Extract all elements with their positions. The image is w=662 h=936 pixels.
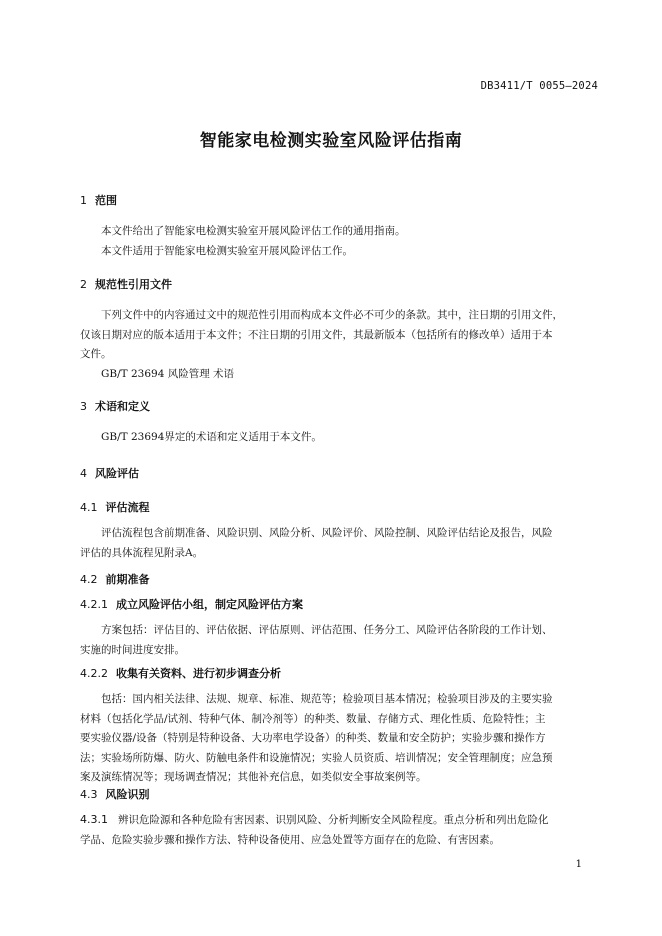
normative-reference: GB/T 23694 风险管理 术语 (101, 367, 235, 380)
section-4-2-1-heading (80, 596, 303, 612)
page-number: 1 (575, 859, 582, 870)
paragraph-line: 材料（包括化学品/试剂、特种气体、制冷剂等）的种类、数量、存储方式、理化性质、危险特性；主 (80, 712, 546, 725)
section-title: 范围 (95, 194, 117, 207)
document-number: DB3411/T 0055—2024 (480, 80, 598, 92)
section-number: 1 (80, 194, 87, 207)
paragraph-line: 案及演练情况等；现场调查情况；其他补充信息，如类似安全事故案例等。 (80, 771, 427, 783)
section-4-2-1-body (80, 621, 600, 660)
section-title: 风险评估 (95, 467, 139, 480)
section-title: 收集有关资料、进行初步调查分析 (116, 667, 281, 680)
section-number: 4.2 (80, 573, 98, 586)
section-title: 规范性引用文件 (95, 278, 172, 291)
section-4-1-heading (80, 499, 150, 515)
paragraph-line: 仅该日期对应的版本适用于本文件；不注日期的引用文件，其最新版本（包括所有的修改单）适用于本 (80, 328, 553, 341)
paragraph-line: 评估的具体流程见附录A。 (80, 546, 204, 559)
section-number: 4.2.1 (80, 598, 108, 611)
document-title: 智能家电检测实验室风险评估指南 (199, 131, 463, 151)
paragraph-line: 文件。 (80, 348, 112, 360)
section-number: 4.3.1 (80, 813, 108, 826)
section-number: 2 (80, 278, 87, 291)
section-4-2-heading (80, 571, 150, 587)
section-4-2-2-heading (80, 665, 281, 681)
section-title: 术语和定义 (95, 400, 150, 413)
section-3-heading (80, 398, 150, 414)
section-2-body (80, 306, 600, 384)
section-number: 4 (80, 467, 87, 480)
section-title: 评估流程 (105, 501, 150, 514)
section-4-3-1-body (80, 810, 600, 850)
paragraph-line: 学品、危险实验步骤和操作方法、特种设备使用、应急处置等方面存在的危险、有害因素。 (80, 833, 500, 846)
section-number: 4.2.2 (80, 667, 108, 680)
paragraph-line: 辨识危险源和各种危险有害因素、识别风险、分析判断安全风险程度。重点分析和列出危险化 (118, 814, 549, 826)
paragraph-line: 包括：国内相关法律、法规、规章、标准、规范等；检验项目基本情况；检验项目涉及的主要实验 (101, 693, 553, 705)
section-3-body (80, 428, 600, 448)
section-title: 风险识别 (105, 788, 150, 801)
section-4-1-body (80, 524, 600, 563)
section-1-heading (80, 192, 117, 208)
section-number: 4.3 (80, 788, 98, 801)
section-4-3-heading (80, 786, 150, 802)
section-title: 成立风险评估小组，制定风险评估方案 (116, 598, 303, 611)
paragraph: GB/T 23694界定的术语和定义适用于本文件。 (101, 431, 322, 443)
section-number: 4.1 (80, 501, 98, 514)
paragraph: 本文件给出了智能家电检测实验室开展风险评估工作的通用指南。 (101, 225, 406, 237)
paragraph-line: 要实验仪器/设备（特别是特种设备、大功率电学设备）的种类、数量和安全防护；实验步骤和操作方 (80, 732, 546, 744)
paragraph: 本文件适用于智能家电检测实验室开展风险评估工作。 (101, 244, 353, 257)
section-number: 3 (80, 400, 87, 413)
paragraph-line: 法；实验场所防爆、防火、防触电条件和设施情况；实验人员资质、培训情况；安全管理制度；应急预 (80, 751, 553, 764)
section-4-2-2-body (80, 690, 600, 788)
section-title: 前期准备 (105, 573, 150, 586)
paragraph-line: 方案包括：评估目的、评估依据、评估原则、评估范围、任务分工、风险评估各阶段的工作计划、 (101, 624, 553, 636)
section-1-body (80, 222, 600, 261)
section-4-heading (80, 465, 139, 481)
section-2-heading (80, 276, 172, 292)
paragraph-line: 评估流程包含前期准备、风险识别、风险分析、风险评价、风险控制、风险评估结论及报告，风险 (101, 527, 553, 539)
paragraph-line: 实施的时间进度安排。 (80, 643, 185, 656)
paragraph-line: 下列文件中的内容通过文中的规范性引用而构成本文件必不可少的条款。其中，注日期的引用文件， (101, 309, 563, 321)
